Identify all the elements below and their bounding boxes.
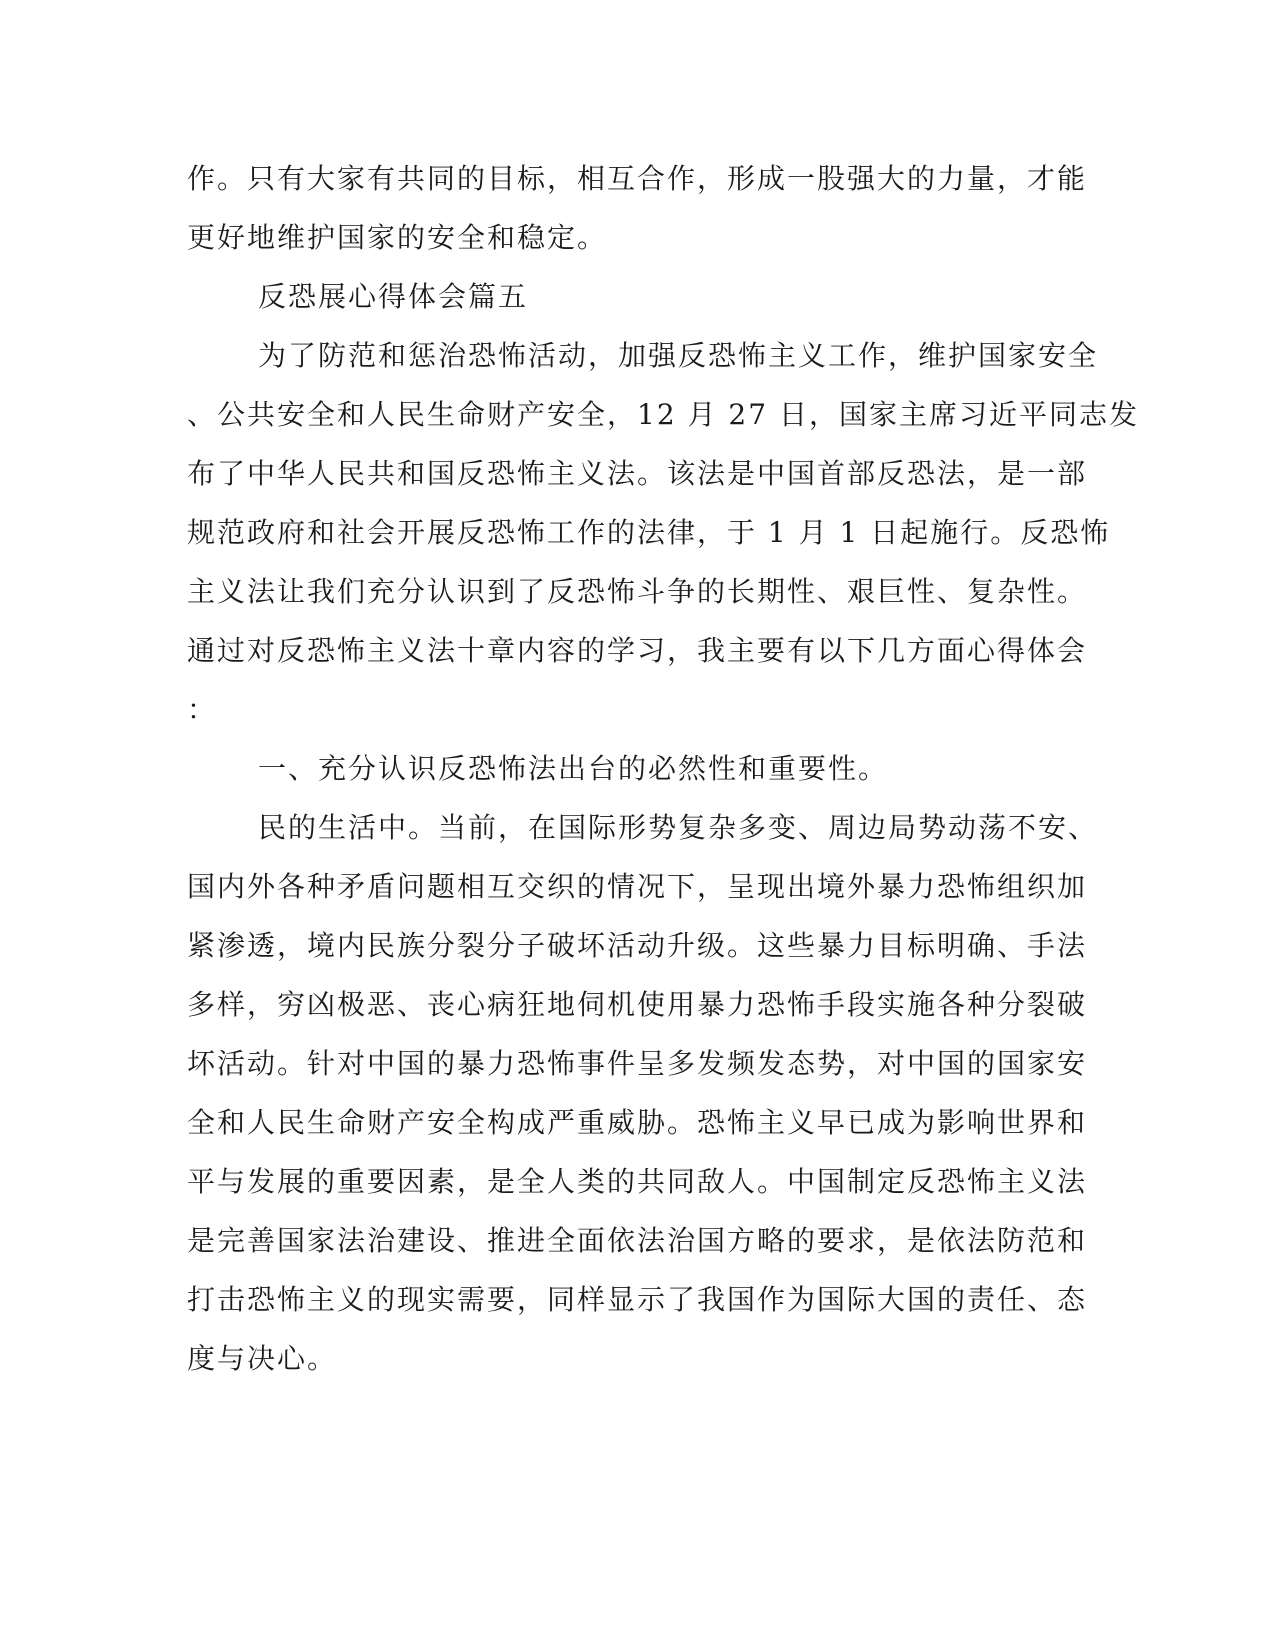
paragraph-line: 主义法让我们充分认识到了反恐怖斗争的长期性、艰巨性、复杂性。 (187, 575, 1088, 608)
paragraph-line: ： (187, 693, 218, 726)
paragraph-line: 打击恐怖主义的现实需要，同样显示了我国作为国际大国的责任、态 (187, 1283, 1088, 1316)
subheading: 一、充分认识反恐怖法出台的必然性和重要性。 (258, 752, 889, 785)
section-heading: 反恐展心得体会篇五 (258, 280, 529, 313)
paragraph-line: 度与决心。 (187, 1342, 338, 1375)
paragraph-line: 、公共安全和人民生命财产安全，12 月 27 日，国家主席习近平同志发 (187, 398, 1139, 431)
paragraph-line: 平与发展的重要因素，是全人类的共同敌人。中国制定反恐怖主义法 (187, 1165, 1088, 1198)
paragraph-line: 通过对反恐怖主义法十章内容的学习，我主要有以下几方面心得体会 (187, 634, 1088, 667)
paragraph-line: 作。只有大家有共同的目标，相互合作，形成一股强大的力量，才能 (187, 162, 1088, 195)
paragraph-line: 民的生活中。当前，在国际形势复杂多变、周边局势动荡不安、 (258, 811, 1099, 844)
paragraph-line: 国内外各种矛盾问题相互交织的情况下，呈现出境外暴力恐怖组织加 (187, 870, 1088, 903)
paragraph-line: 更好地维护国家的安全和稳定。 (187, 221, 608, 254)
paragraph-line: 紧渗透，境内民族分裂分子破坏活动升级。这些暴力目标明确、手法 (187, 929, 1088, 962)
paragraph-line: 是完善国家法治建设、推进全面依法治国方略的要求，是依法防范和 (187, 1224, 1088, 1257)
paragraph-line: 为了防范和惩治恐怖活动，加强反恐怖主义工作，维护国家安全 (258, 339, 1099, 372)
paragraph-line: 布了中华人民共和国反恐怖主义法。该法是中国首部反恐法，是一部 (187, 457, 1088, 490)
paragraph-line: 坏活动。针对中国的暴力恐怖事件呈多发频发态势，对中国的国家安 (187, 1047, 1088, 1080)
paragraph-line: 规范政府和社会开展反恐怖工作的法律，于 1 月 1 日起施行。反恐怖 (187, 516, 1111, 549)
paragraph-line: 多样，穷凶极恶、丧心病狂地伺机使用暴力恐怖手段实施各种分裂破 (187, 988, 1088, 1021)
paragraph-line: 全和人民生命财产安全构成严重威胁。恐怖主义早已成为影响世界和 (187, 1106, 1088, 1139)
